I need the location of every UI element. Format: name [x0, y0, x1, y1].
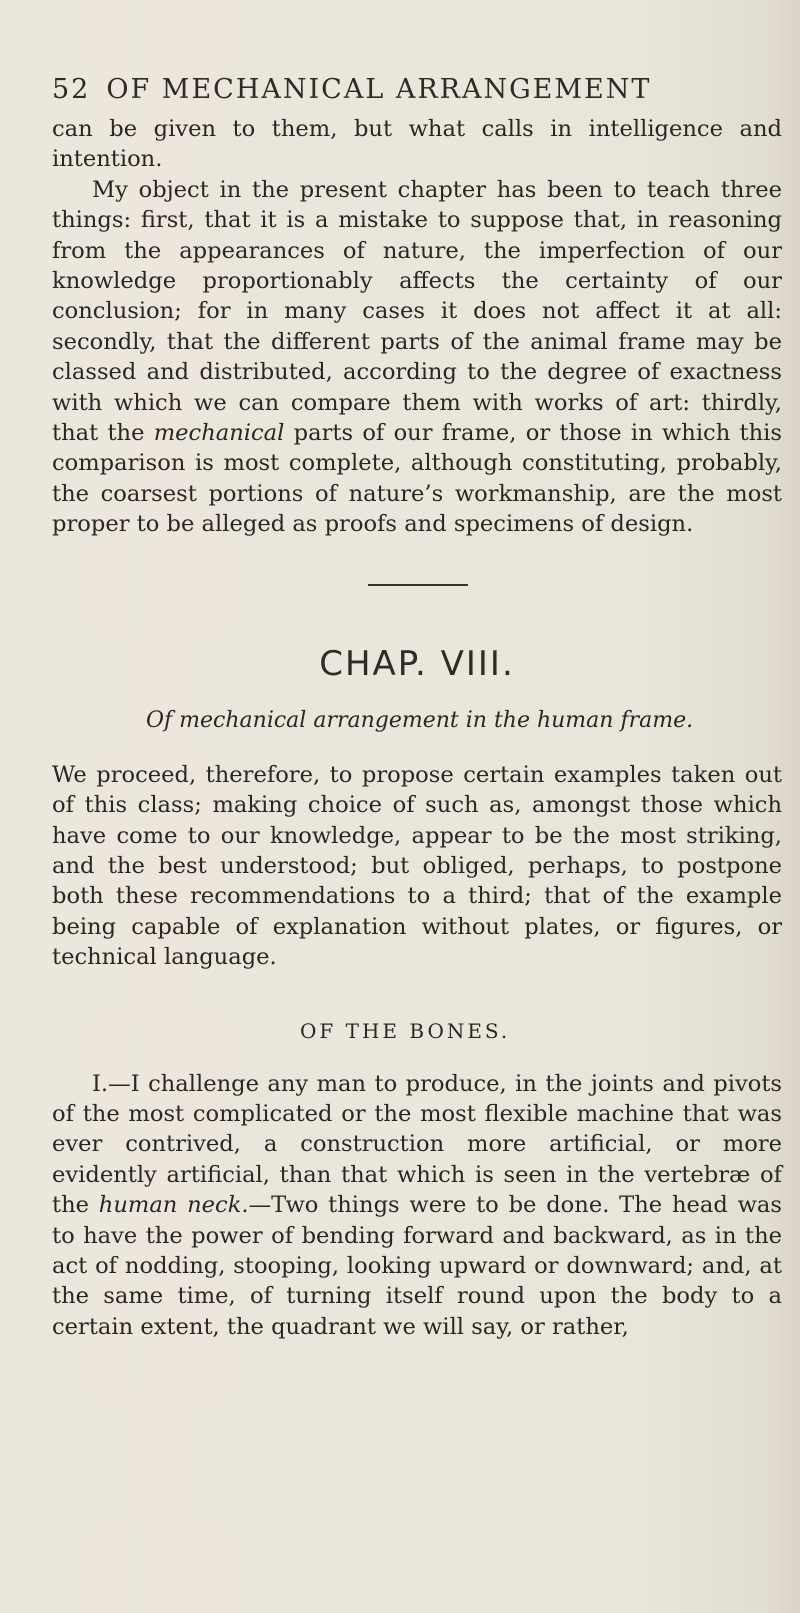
chapter-heading: CHAP. VIII. — [319, 643, 515, 684]
bones-emphasis: human neck — [98, 1192, 242, 1219]
summary-text-2: parts of our frame, or those in which this comparison is most complete, although constituting, probably, the coarsest portions of nature’s workmanship, are the most proper to be alleged as proofs and specimens of design. — [52, 420, 782, 538]
running-title: OF MECHANICAL ARRANGEMENT — [106, 74, 652, 105]
chapter-subtitle: Of mechanical arrangement in the human frame. — [146, 707, 694, 733]
chapter-divider — [368, 584, 468, 586]
page-number: 52 — [52, 74, 91, 105]
summary-paragraph — [52, 175, 782, 540]
page-content — [52, 72, 782, 1342]
chapter-intro-paragraph: We proceed, therefore, to propose certain examples taken out of this class; making choice of such as, amongst those which have come to our knowledge, appear to be the most striking, and the best understood; but obliged, perhaps, to postpone both these recommendations to a third; that of the example being capable of explanation without plates, or figures, or technical language. — [52, 761, 782, 971]
summary-emphasis: mechanical — [153, 420, 285, 447]
section-heading: OF THE BONES. — [300, 1018, 511, 1043]
continuation-text: can be given to them, but what calls in intelligence and intention. — [52, 116, 782, 173]
running-head — [52, 72, 782, 108]
bones-text-2: .—Two things were to be done. The head was to have the power of bending forward and backward, as in the act of nodding, stooping, looking upward or downward; and, at the same time, of turning itself round upon the body to a certain extent, the quadrant we will say, or rather, — [52, 1192, 782, 1340]
bones-paragraph — [52, 1069, 782, 1343]
summary-text-1: My object in the present chapter has been to teach three things: first, that it is a mistake to suppose that, in reasoning from the appearances of nature, the imperfection of our knowledge proportionably affects the certainty of our conclusion; for in many cases it does not affect it at all: secondly, that the different parts of the animal frame may be classed and distributed, according to the degree of exactness with which we can compare them with works of art: thirdly, that the — [52, 176, 782, 447]
bones-text-1: I.—I challenge any man to produce, in the joints and pivots of the most complicated or the most flexible machine that was ever contrived, a construction more artificial, or more evidently artificial, than that which is seen in the vertebræ of the — [52, 1070, 782, 1219]
